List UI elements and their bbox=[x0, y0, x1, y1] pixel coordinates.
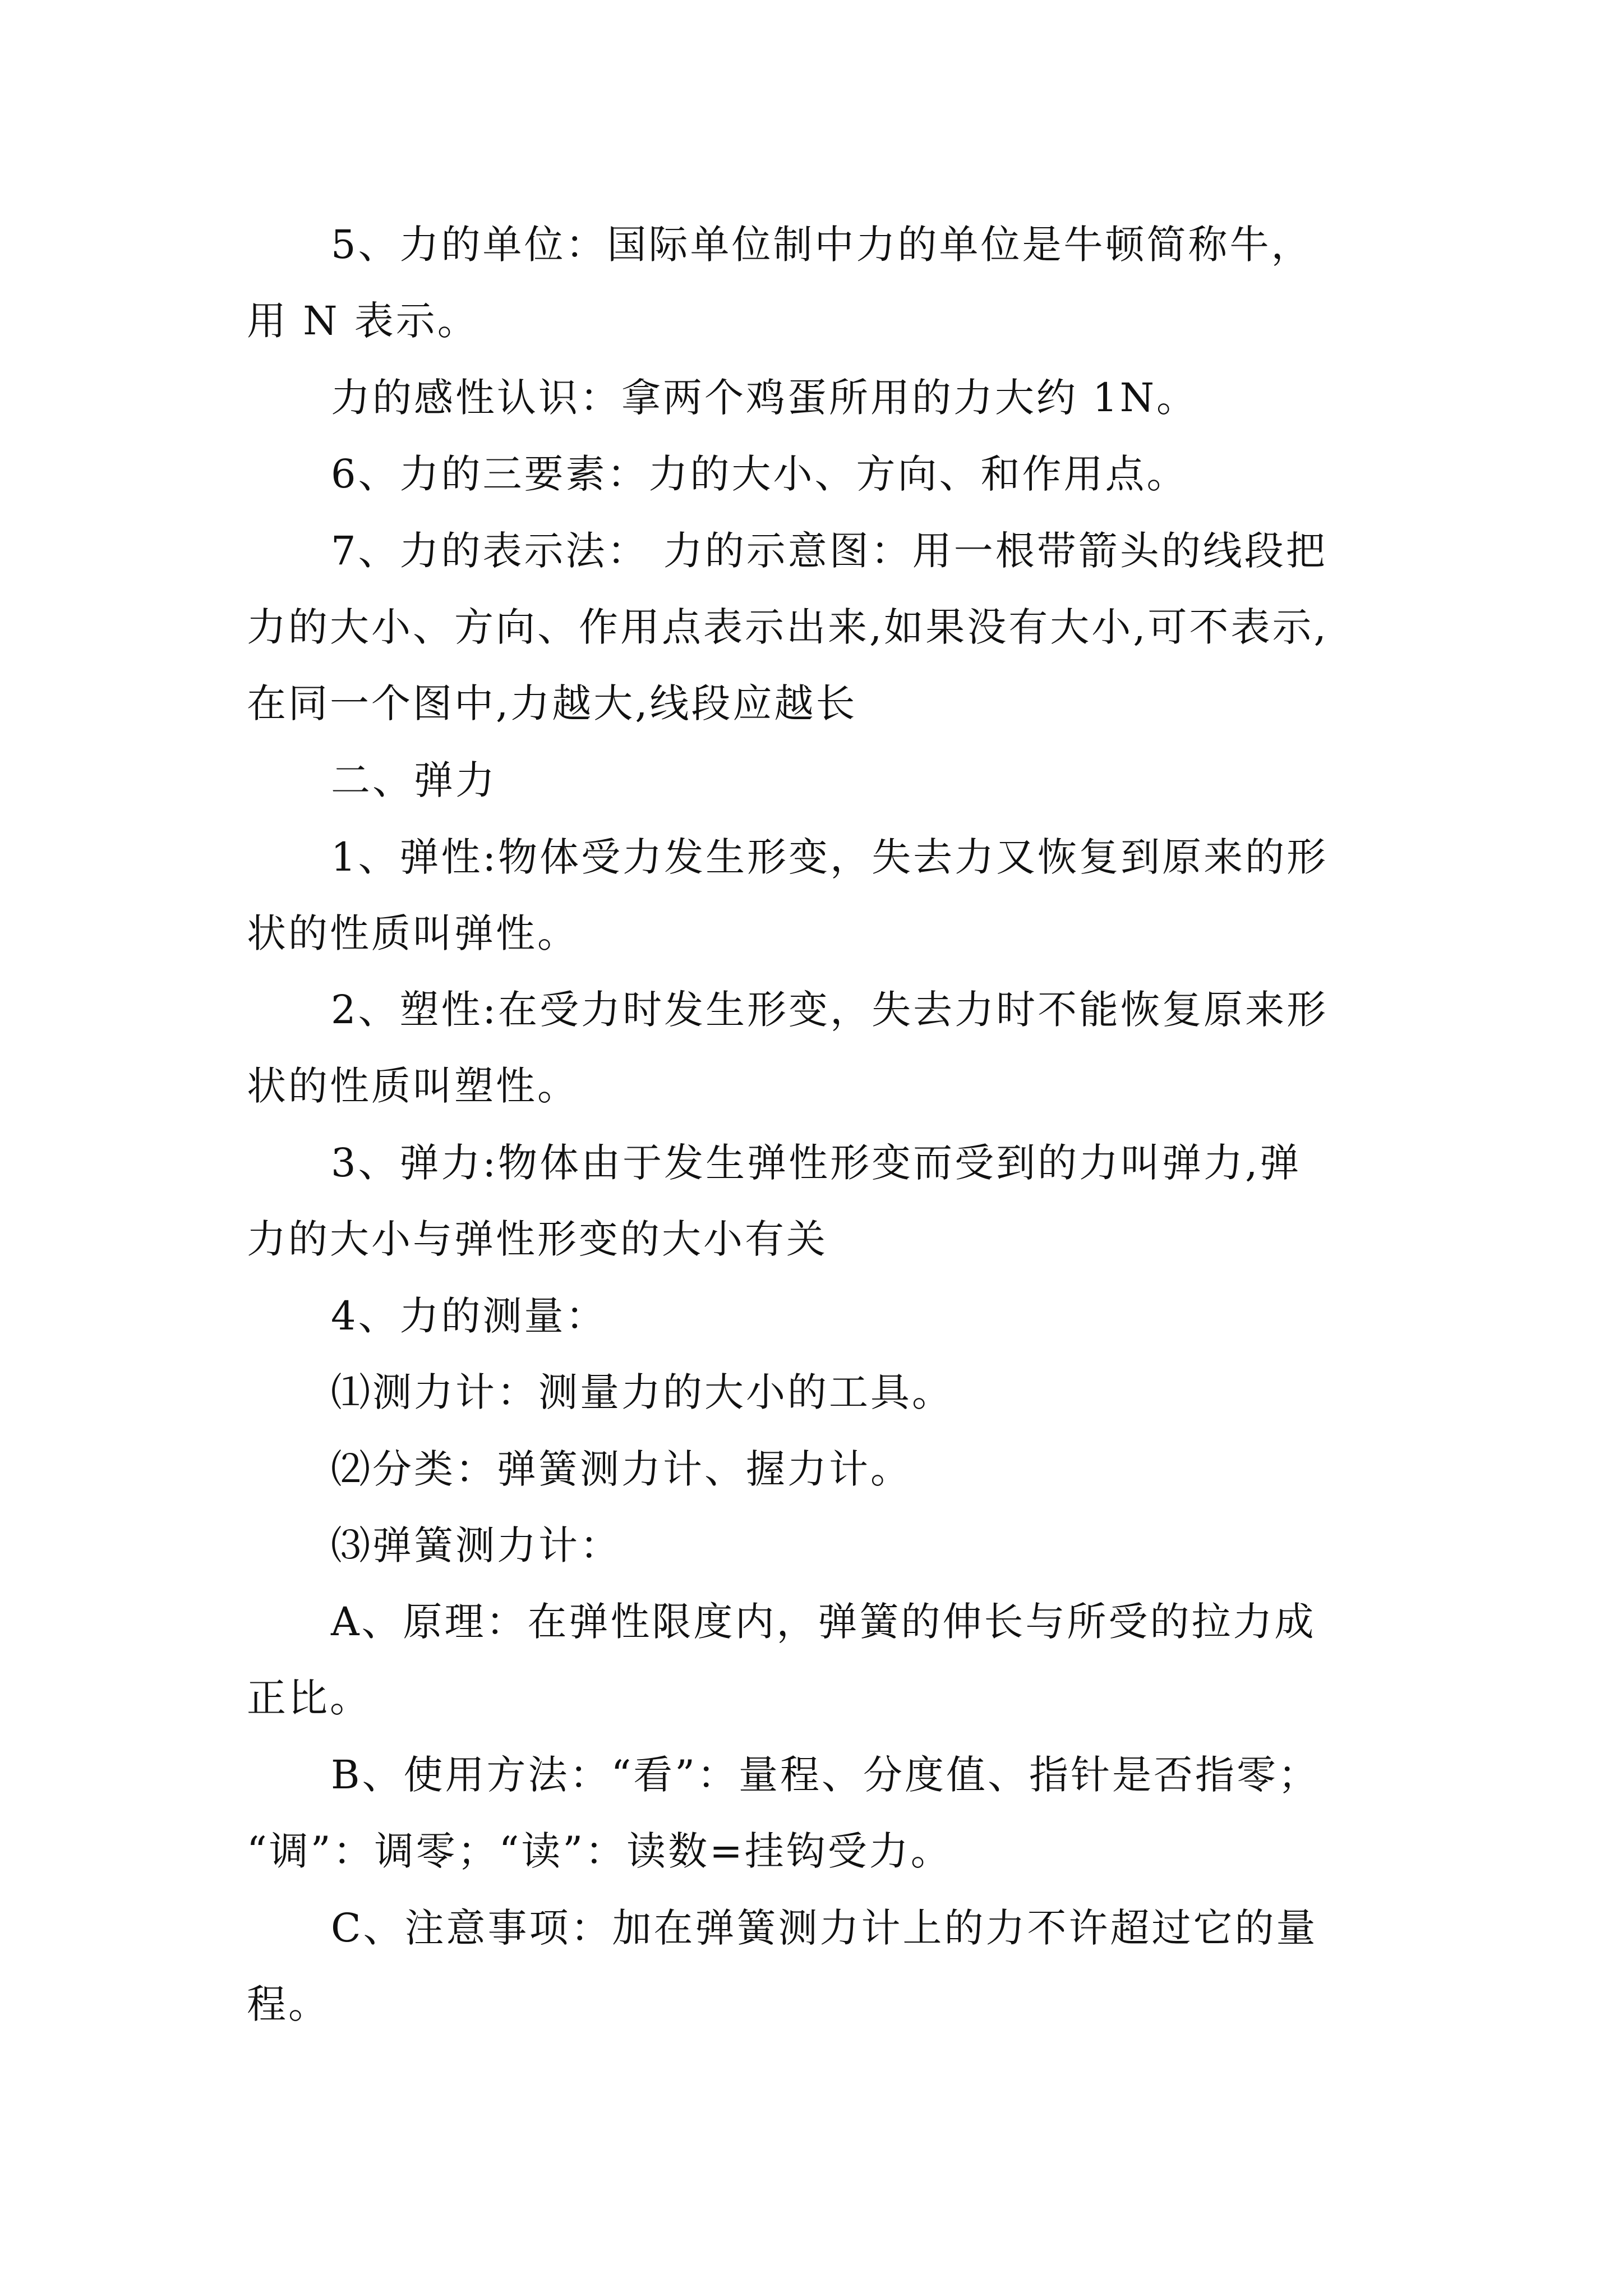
paragraph-dynamometer bbox=[247, 1354, 1391, 1430]
text-line: “调”：调零；“读”：读数=挂钩受力。 bbox=[247, 1828, 952, 1874]
text-line: 2、塑性:在受力时发生形变，失去力时不能恢复原来形 bbox=[331, 987, 1329, 1033]
text-line: ⑵分类：弹簧测力计、握力计。 bbox=[331, 1446, 912, 1492]
paragraph-precautions bbox=[247, 1890, 1391, 2042]
section-heading-elastic-force bbox=[247, 742, 1391, 818]
text-line: 用 N 表示。 bbox=[247, 298, 479, 344]
text-line: 正比。 bbox=[247, 1675, 371, 1721]
text-line: 7、力的表示法： 力的示意图：用一根带箭头的线段把 bbox=[331, 528, 1327, 574]
paragraph-plasticity bbox=[247, 972, 1391, 1124]
paragraph-three-elements bbox=[247, 436, 1391, 512]
text-line: A、原理：在弹性限度内，弹簧的伸长与所受的拉力成 bbox=[331, 1599, 1316, 1645]
text-line: 在同一个图中,力越大,线段应越长 bbox=[247, 680, 857, 726]
paragraph-elastic-force bbox=[247, 1125, 1391, 1277]
paragraph-spring-dynamometer bbox=[247, 1507, 1391, 1584]
text-line: 状的性质叫塑性。 bbox=[247, 1063, 579, 1109]
text-line: 力的感性认识：拿两个鸡蛋所用的力大约 1N。 bbox=[331, 375, 1198, 421]
paragraph-force-perception bbox=[247, 360, 1391, 436]
text-line: 4、力的测量： bbox=[331, 1293, 607, 1339]
text-line: C、注意事项：加在弹簧测力计上的力不许超过它的量 bbox=[331, 1905, 1318, 1951]
paragraph-force-representation bbox=[247, 513, 1391, 742]
text-line: B、使用方法：“看”：量程、分度值、指针是否指零； bbox=[331, 1752, 1320, 1798]
paragraph-usage-method bbox=[247, 1737, 1391, 1889]
text-line: 3、弹力:物体由于发生弹性形变而受到的力叫弹力,弹 bbox=[331, 1140, 1302, 1186]
paragraph-principle bbox=[247, 1584, 1391, 1736]
text-line: ⑴测力计：测量力的大小的工具。 bbox=[331, 1369, 953, 1415]
text-line: 6、力的三要素：力的大小、方向、和作用点。 bbox=[331, 451, 1188, 497]
paragraph-elasticity bbox=[247, 819, 1391, 972]
text-line: 程。 bbox=[247, 1981, 330, 2027]
text-line: 力的大小与弹性形变的大小有关 bbox=[247, 1216, 828, 1262]
text-line: 二、弹力 bbox=[331, 757, 497, 803]
text-line: 5、力的单位：国际单位制中力的单位是牛顿简称牛， bbox=[331, 222, 1313, 268]
text-line: 1、弹性:物体受力发生形变，失去力又恢复到原来的形 bbox=[331, 834, 1329, 880]
text-line: 状的性质叫弹性。 bbox=[247, 910, 579, 956]
paragraph-force-unit bbox=[247, 206, 1391, 359]
text-line: ⑶弹簧测力计： bbox=[331, 1522, 621, 1568]
paragraph-force-measurement bbox=[247, 1278, 1391, 1354]
paragraph-classification bbox=[247, 1431, 1391, 1507]
text-line: 力的大小、方向、作用点表示出来,如果没有大小,可不表示, bbox=[247, 604, 1329, 650]
